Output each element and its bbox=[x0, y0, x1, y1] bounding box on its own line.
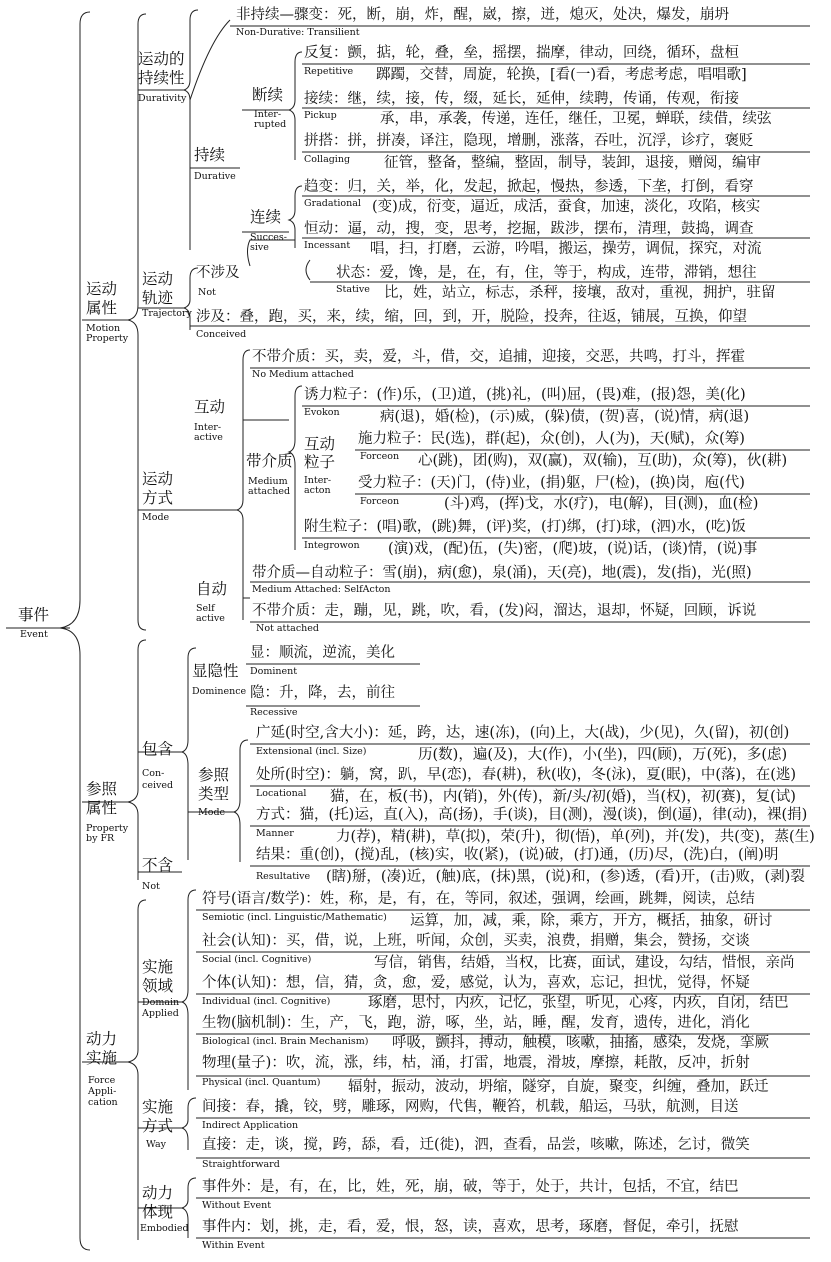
medium-attached-label-en: Medium attached bbox=[248, 476, 291, 498]
indirect-line1: 间接：春，撬，铰，劈，雕琢，网购，代售，鞭笞，机载，船运，马驮，航测，目送 bbox=[202, 1099, 739, 1115]
individual-en: Individual (incl. Cognitive) bbox=[202, 996, 331, 1007]
semiotic-line1: 符号(语言/数学)：姓，称，是，有，在，等同，叙述，强调，绘画，跳舞，阅读，总结 bbox=[202, 891, 755, 907]
dominent-en: Dominent bbox=[250, 666, 298, 677]
non-durative-row: 非持续—骤变：死，断，崩，炸，醒，崴，擦，迸，熄灭，处决，爆发，崩坍 bbox=[236, 7, 729, 23]
pickup-line2: 承，串，承袭，传递，连任，继任，卫冕，蝉联，续借，续弦 bbox=[380, 111, 772, 127]
conceived-en: Conceived bbox=[196, 329, 247, 340]
evokon-en: Evokon bbox=[304, 407, 340, 418]
ref-mode-label-en: Mode bbox=[198, 807, 226, 818]
motion-property-label: 运动 属性 bbox=[86, 280, 118, 317]
forceon2-en: Forceon bbox=[360, 496, 400, 507]
successive-label-en: Succes- sive bbox=[250, 232, 287, 254]
manner-line2: 力(荐)，精(耕)，草(拟)，荣(升)，彻(悟)，单(列)，并(发)，共(变)，蒸(生) bbox=[336, 829, 815, 845]
non-durative-en: Non-Durative: Transilient bbox=[236, 27, 360, 38]
interrupted-label: 断续 bbox=[252, 86, 284, 104]
evokon-line1: 诱力粒子：(作)乐，(卫)道，(挑)礼，(叫)屈，(畏)难，(报)怨，美(化) bbox=[304, 387, 746, 403]
ref-conceived-label: 包含 bbox=[142, 740, 174, 758]
durativity-label-en: Durativity bbox=[138, 93, 187, 104]
individual-line1: 个体(认知)：想，信，猜，贪，愈，爱，感觉，认为，喜欢，忘记，担忧，觉得，怀疑 bbox=[202, 975, 750, 991]
biological-line1: 生物(脑机制)：生，产，飞，跑，游，啄，坐，站，睡，醒，发育，遗传，进化，消化 bbox=[202, 1015, 750, 1031]
embodied-label-en: Embodied bbox=[140, 1223, 189, 1234]
forceon2-line1: 受力粒子：(天)门，(侍)业，(捐)躯，尸(检)，(换)岗，庖(代) bbox=[358, 475, 745, 491]
integrowon-en: Integrowon bbox=[304, 540, 360, 551]
way-label: 实施 方式 bbox=[142, 1098, 174, 1135]
motion-property-label-en: Motion Property bbox=[86, 323, 129, 345]
trajectory-label: 运动 轨迹 bbox=[142, 270, 174, 307]
extensional-en: Extensional (incl. Size) bbox=[256, 746, 367, 757]
straightforward-line1: 直接：走，谈，搅，跨，舔，看，迁(徙)，泗，查看，品尝，咳嗽，陈述，乞讨，微笑 bbox=[202, 1137, 750, 1153]
social-line2: 写信，销售，结婚，当权，比赛，面试，建设，勾结，惜恨，亲尚 bbox=[374, 955, 795, 971]
dominent-line1: 显：顺流，逆流，美化 bbox=[250, 645, 395, 661]
root-label: 事件 bbox=[18, 606, 50, 624]
dominence-label: 显隐性 bbox=[192, 662, 239, 680]
social-line1: 社会(认知)：买，借，说，上班，听闻，众创，买卖，浪费，捐赠，集会，赞扬，交谈 bbox=[202, 933, 750, 949]
manner-line1: 方式：猫，(托)运，直(入)，高(扬)，手(谈)，目(测)，漫(谈)，倒(逼)，律(动)，裸(捐) bbox=[256, 807, 808, 823]
force-application-label-en: Force Appli- cation bbox=[88, 1075, 118, 1108]
semiotic-line2: 运算，加，减，乘，除，乘方，开方，概括，抽象，研讨 bbox=[410, 913, 773, 929]
evokon-line2: 病(退)，婚(检)，(示)威，(躲)债，(贺)喜，(说)情，病(退) bbox=[380, 409, 750, 425]
no-medium-en: No Medium attached bbox=[252, 369, 354, 380]
incessant-en: Incessant bbox=[304, 240, 351, 251]
reference-property-label: 参照 属性 bbox=[86, 780, 118, 817]
forceon2-line2: (斗)鸡，(挥)戈，水(疗)，电(解)，目(测)，血(检) bbox=[444, 496, 759, 512]
manner-en: Manner bbox=[256, 828, 294, 839]
medium-attached-label: 带介质 bbox=[246, 452, 293, 470]
locational-line1: 处所(时空)：躺，窝，趴，早(恋)，春(耕)，秋(收)，冬(泳)，夏(眠)，中(落)，在(逃) bbox=[256, 767, 797, 783]
collaging-line2: 征管，整备，整编，整固，制导，装卸，退接，赠阅，编审 bbox=[384, 155, 761, 171]
incessant-line2: 唱，扫，打磨，云游，吟唱，搬运，操劳，调侃，探究，对流 bbox=[370, 241, 762, 257]
incessant-line1: 恒动：逼，动，搜，变，思考，挖掘，跋涉，摆布，清理，鼓捣，调查 bbox=[304, 221, 754, 237]
domain-label: 实施 领域 bbox=[142, 958, 174, 995]
root-label-en: Event bbox=[20, 629, 48, 640]
durativity-label: 运动的 持续性 bbox=[138, 50, 185, 87]
gradational-line1: 趋变：归，关，举，化，发起，掀起，慢热，参透，下垄，打倒，看穿 bbox=[304, 179, 754, 195]
within-event-line1: 事件内：划，挑，走，看，爱，恨，怒，读，喜欢，思考，琢磨，督促，牵引，抚慰 bbox=[202, 1219, 739, 1235]
repetitive-en: Repetitive bbox=[304, 66, 354, 77]
trajectory-label-en: Trajectory bbox=[142, 308, 192, 319]
gradational-line2: (变)成，衍变，逼近，成活，蚕食，加速，淡化，攻陷，核实 bbox=[372, 199, 761, 215]
interrupted-label-en: Inter- rupted bbox=[254, 109, 287, 131]
individual-line2: 琢磨，思忖，内疚，记忆，张望，听见，心疼，内疚，自闭，结巴 bbox=[368, 995, 789, 1011]
not-attached-line1: 不带介质：走，蹦，见，跳，吹，看，(发)闷，溜达，退却，怀疑，回顾，诉说 bbox=[252, 603, 757, 619]
extensional-line2: 历(数)，遍(及)，大(作)，小(坐)，四(顾)，万(死)，多(虑) bbox=[418, 747, 788, 763]
locational-line2: 猫，在，板(书)，内(销)，外(传)，新/头/初(婚)，当(权)，初(赛)，复(试) bbox=[330, 789, 796, 805]
no-medium-line1: 不带介质：买，卖，爱，斗，借，交，追捕，迎接，交恶，共鸣，打斗，挥霍 bbox=[252, 349, 745, 365]
self-active-label: 自动 bbox=[196, 580, 228, 598]
stative-line2: 比，姓，站立，标志，杀秤，接壤，敌对，重视，拥护，驻留 bbox=[384, 285, 776, 301]
physical-line1: 物理(量子)：吹，流，涨，纬，枯，涌，打雷，地震，滑坡，摩擦，耗散，反冲，折射 bbox=[202, 1055, 750, 1071]
not-attached-en: Not attached bbox=[256, 623, 319, 634]
interacton-label-en: Inter- acton bbox=[304, 475, 332, 497]
dominence-label-en: Dominence bbox=[192, 686, 247, 697]
reference-property-label-en: Property by FR bbox=[86, 823, 129, 845]
durative-label-en: Durative bbox=[194, 171, 236, 182]
integrowon-line1: 附生粒子：(唱)歌，(跳)舞，(评)奖，(打)绑，(打)球，(泗)水，(吃)饭 bbox=[304, 519, 746, 535]
domain-label-en: Domain Applied bbox=[142, 997, 180, 1019]
physical-line2: 辐射，振动，波动，坍缩，隧穿，自旋，聚变，纠缠，叠加，跃迁 bbox=[348, 1079, 769, 1095]
physical-en: Physical (incl. Quantum) bbox=[202, 1077, 321, 1088]
semiotic-en: Semiotic (incl. Linguistic/Mathematic) bbox=[202, 912, 387, 923]
ref-not-label: 不含 bbox=[142, 856, 174, 874]
social-en: Social (incl. Cognitive) bbox=[202, 954, 312, 965]
pickup-line1: 接续：继，续，接，传，缀，延长，延伸，续聘，传诵，传观，衔接 bbox=[304, 91, 739, 107]
recessive-line1: 隐：升，降，去，前往 bbox=[250, 685, 395, 701]
self-active-label-en: Self active bbox=[196, 603, 225, 625]
biological-line2: 呼吸，颤抖，搏动，触模，咳嗽，抽搐，感染，发烧，挛厥 bbox=[392, 1035, 769, 1051]
extensional-line1: 广延(时空,含大小)：延，跨，达，速(冻)，(向)上，大(战)，少(见)，久(留)，初(创) bbox=[256, 725, 790, 741]
trajectory-not-label: 不涉及 bbox=[196, 265, 240, 281]
pickup-en: Pickup bbox=[304, 110, 337, 121]
gradational-en: Gradational bbox=[304, 198, 361, 209]
repetitive-line1: 反复：颤，掂，轮，叠，垒，摇摆，揣摩，律动，回绕，循环，盘桓 bbox=[304, 45, 739, 61]
trajectory-not-label-en: Not bbox=[198, 287, 216, 298]
without-event-line1: 事件外：是，有，在，比，姓，死，崩，破，等于，处于，共计，包括，不宜，结巴 bbox=[202, 1179, 739, 1195]
forceon1-line2: 心(跳)，团(购)，双(赢)，双(输)，互(助)，众(筹)，伙(耕) bbox=[418, 453, 788, 469]
collaging-en: Collaging bbox=[304, 154, 351, 165]
interactive-label-en: Inter- active bbox=[194, 422, 223, 444]
self-action-line1: 带介质—自动粒子：雪(崩)，病(愈)，泉(涌)，天(亮)，地(震)，发(指)，光(照) bbox=[252, 565, 752, 581]
locational-en: Locational bbox=[256, 788, 307, 799]
successive-label: 连续 bbox=[250, 208, 282, 226]
stative-en: Stative bbox=[336, 284, 370, 295]
recessive-en: Recessive bbox=[250, 707, 298, 718]
embodied-label: 动力 体现 bbox=[142, 1184, 174, 1221]
interacton-label: 互动 粒子 bbox=[304, 435, 336, 471]
resultative-en: Resultative bbox=[256, 871, 311, 882]
resultative-line2: (瞎)掰，(凑)近，(触)底，(抹)黑，(说)和，(参)透，(看)开，(击)败，(剥)裂 bbox=[326, 869, 805, 885]
way-label-en: Way bbox=[146, 1139, 166, 1150]
indirect-en: Indirect Application bbox=[202, 1120, 299, 1131]
biological-en: Biological (incl. Brain Mechanism) bbox=[202, 1036, 369, 1047]
interactive-label: 互动 bbox=[194, 398, 226, 416]
mode-label: 运动 方式 bbox=[142, 470, 174, 507]
forceon1-en: Forceon bbox=[360, 451, 400, 462]
ref-not-label-en: Not bbox=[142, 881, 160, 892]
within-event-en: Within Event bbox=[202, 1240, 265, 1251]
forceon1-line1: 施力粒子：民(选)，群(起)，众(创)，人(为)，天(赋)，众(筹) bbox=[358, 431, 745, 447]
without-event-en: Without Event bbox=[202, 1200, 272, 1211]
durative-label: 持续 bbox=[194, 146, 226, 164]
resultative-line1: 结果：重(创)，(搅)乱，(核)实，收(紧)，(说)破，(打)通，(历)尽，(洗)白，(阐)明 bbox=[256, 847, 779, 863]
ref-conceived-label-en: Con- ceived bbox=[142, 768, 174, 792]
conceived-line1: 涉及：叠，跑，买，来，续，缩，回，到，开，脱险，投奔，往返，铺展，互换，仰望 bbox=[196, 309, 747, 325]
mode-label-en: Mode bbox=[142, 512, 170, 523]
force-application-label: 动力 实施 bbox=[86, 1030, 118, 1067]
integrowon-line2: (演)戏，(配)伍，(失)密，(爬)坡，(说)话，(谈)情，(说)事 bbox=[388, 541, 758, 557]
ref-mode-label: 参照 类型 bbox=[198, 766, 230, 803]
collaging-line1: 拼搭：拼，拼凑，译注，隐现，增删，涨落，吞吐，沉浮，诊疗，褒贬 bbox=[304, 133, 754, 149]
straightforward-en: Straightforward bbox=[202, 1159, 280, 1170]
self-action-en: Medium Attached: SelfActon bbox=[252, 584, 391, 595]
stative-line1: 状态：爱，馋，是，在，有，住，等于，构成，连带，滞销，想往 bbox=[336, 265, 757, 281]
repetitive-line2: 踯躅，交替，周旋，轮换，[看(一)看，考虑考虑，唱唱歌] bbox=[376, 67, 747, 83]
